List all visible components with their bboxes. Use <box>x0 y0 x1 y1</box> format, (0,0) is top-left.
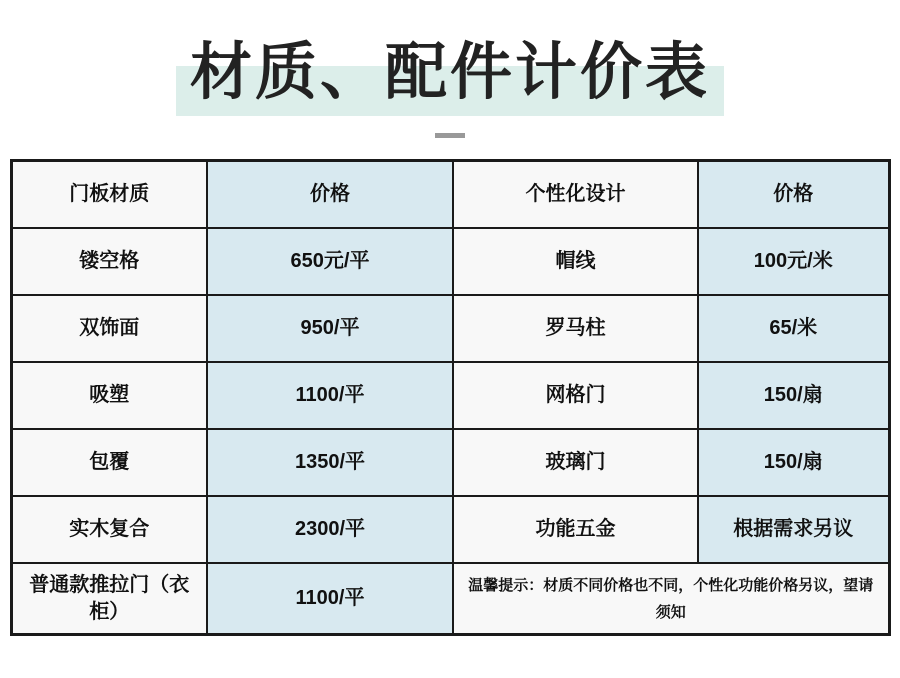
cell-material: 双饰面 <box>11 295 207 362</box>
table-row <box>11 295 889 362</box>
cell-design: 帽线 <box>453 228 698 295</box>
cell-design: 玻璃门 <box>453 429 698 496</box>
cell-price: 650元/平 <box>207 228 453 295</box>
cell-price: 150/扇 <box>698 429 889 496</box>
cell-price: 2300/平 <box>207 496 453 563</box>
page-title <box>0 0 900 116</box>
cell-price: 根据需求另议 <box>698 496 889 563</box>
cell-material: 包覆 <box>11 429 207 496</box>
cell-price: 950/平 <box>207 295 453 362</box>
cell-material: 实木复合 <box>11 496 207 563</box>
cell-price: 1350/平 <box>207 429 453 496</box>
cell-material: 镂空格 <box>11 228 207 295</box>
cell-price: 150/扇 <box>698 362 889 429</box>
title-text: 材质、配件计价表 <box>176 42 724 116</box>
price-table <box>10 159 891 636</box>
cell-design: 罗马柱 <box>453 295 698 362</box>
cell-price: 1100/平 <box>207 563 453 635</box>
header-price-left: 价格 <box>207 161 453 229</box>
cell-material: 普通款推拉门（衣柜） <box>11 563 207 635</box>
header-door-material: 门板材质 <box>11 161 207 229</box>
table-header-row <box>11 161 889 229</box>
cell-design: 功能五金 <box>453 496 698 563</box>
cell-price: 1100/平 <box>207 362 453 429</box>
title-underline-dash <box>435 133 465 138</box>
note-cell: 温馨提示：材质不同价格也不同，个性化功能价格另议，望请须知 <box>453 563 889 635</box>
table-row <box>11 563 889 635</box>
cell-design: 网格门 <box>453 362 698 429</box>
header-price-right: 价格 <box>698 161 889 229</box>
table-row <box>11 429 889 496</box>
table-row <box>11 228 889 295</box>
header-custom-design: 个性化设计 <box>453 161 698 229</box>
cell-price: 100元/米 <box>698 228 889 295</box>
table-row <box>11 496 889 563</box>
table-row <box>11 362 889 429</box>
cell-material: 吸塑 <box>11 362 207 429</box>
cell-price: 65/米 <box>698 295 889 362</box>
